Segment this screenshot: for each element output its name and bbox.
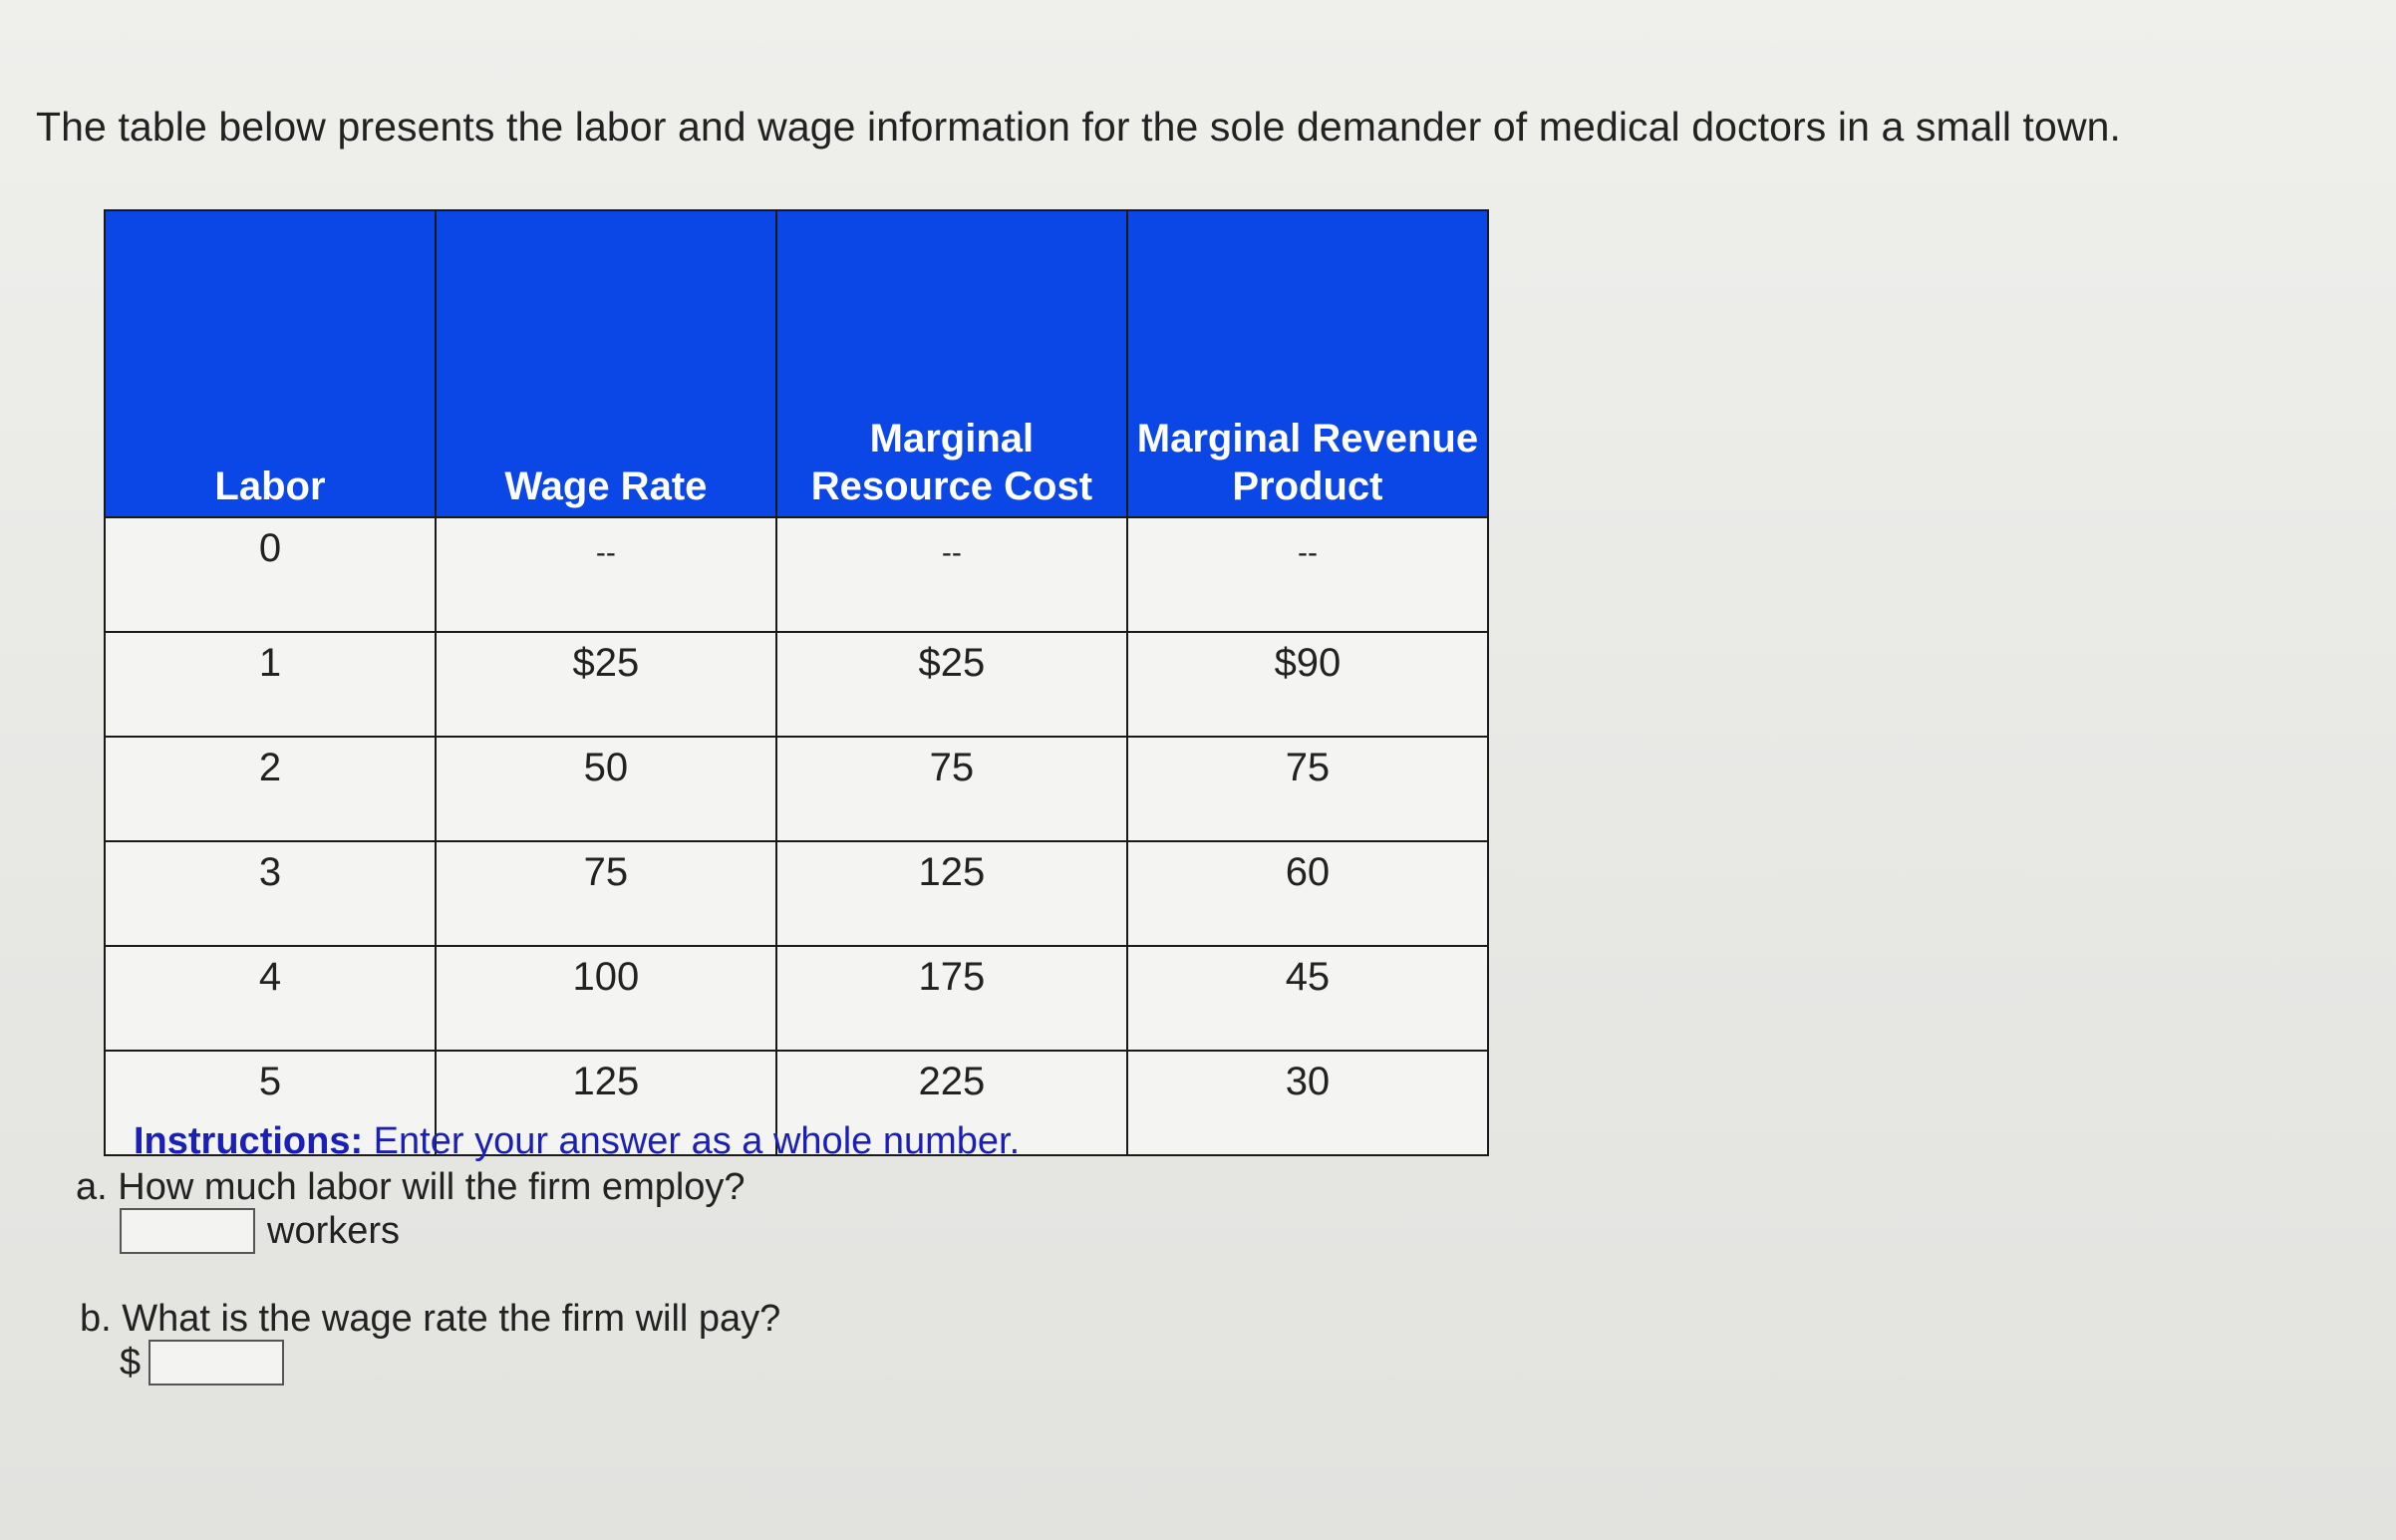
cell-mrc: 225 bbox=[776, 1051, 1127, 1155]
question-a-prompt: a. How much labor will the firm employ? bbox=[76, 1166, 746, 1208]
table-row bbox=[105, 841, 1488, 946]
cell-mrc: 75 bbox=[776, 737, 1127, 841]
cell-mrp: 75 bbox=[1127, 737, 1488, 841]
cell-mrc: 125 bbox=[776, 841, 1127, 946]
cell-wage-rate: -- bbox=[436, 517, 776, 632]
dollar-prefix: $ bbox=[120, 1341, 142, 1384]
cell-mrp: -- bbox=[1127, 517, 1488, 632]
cell-mrp: $90 bbox=[1127, 632, 1488, 737]
cell-mrp: 30 bbox=[1127, 1051, 1488, 1155]
instructions bbox=[134, 1120, 1020, 1163]
question-b-prompt: b. What is the wage rate the firm will pay? bbox=[80, 1298, 781, 1340]
cell-wage-rate: 75 bbox=[436, 841, 776, 946]
question-a-answer-row bbox=[120, 1208, 400, 1254]
instructions-label: Instructions: bbox=[134, 1120, 364, 1162]
cell-mrc: 175 bbox=[776, 946, 1127, 1051]
labor-wage-table bbox=[104, 209, 1489, 1156]
header-marginal-revenue-product: Marginal Revenue Product bbox=[1127, 210, 1488, 517]
cell-labor: 3 bbox=[105, 841, 436, 946]
intro-text: The table below presents the labor and wage information for the sole demander of medical doctors in a small town. bbox=[36, 104, 2122, 150]
table-header-row bbox=[105, 210, 1488, 517]
cell-wage-rate: 125 bbox=[436, 1051, 776, 1155]
table-row bbox=[105, 737, 1488, 841]
cell-mrc: -- bbox=[776, 517, 1127, 632]
instructions-text: Enter your answer as a whole number. bbox=[363, 1120, 1021, 1162]
question-b-answer-row bbox=[120, 1340, 284, 1386]
header-labor: Labor bbox=[105, 210, 436, 517]
cell-labor: 1 bbox=[105, 632, 436, 737]
table-row bbox=[105, 632, 1488, 737]
table-row bbox=[105, 517, 1488, 632]
workers-unit-label: workers bbox=[267, 1209, 401, 1252]
cell-mrp: 45 bbox=[1127, 946, 1488, 1051]
cell-mrp: 60 bbox=[1127, 841, 1488, 946]
header-wage-rate: Wage Rate bbox=[436, 210, 776, 517]
header-marginal-resource-cost: Marginal Resource Cost bbox=[776, 210, 1127, 517]
cell-labor: 5 bbox=[105, 1051, 436, 1155]
cell-labor: 4 bbox=[105, 946, 436, 1051]
cell-wage-rate: $25 bbox=[436, 632, 776, 737]
table-row bbox=[105, 946, 1488, 1051]
cell-wage-rate: 50 bbox=[436, 737, 776, 841]
cell-mrc: $25 bbox=[776, 632, 1127, 737]
cell-labor: 2 bbox=[105, 737, 436, 841]
cell-wage-rate: 100 bbox=[436, 946, 776, 1051]
cell-labor: 0 bbox=[105, 517, 436, 632]
wage-answer-input[interactable] bbox=[149, 1340, 284, 1386]
labor-answer-input[interactable] bbox=[120, 1208, 255, 1254]
